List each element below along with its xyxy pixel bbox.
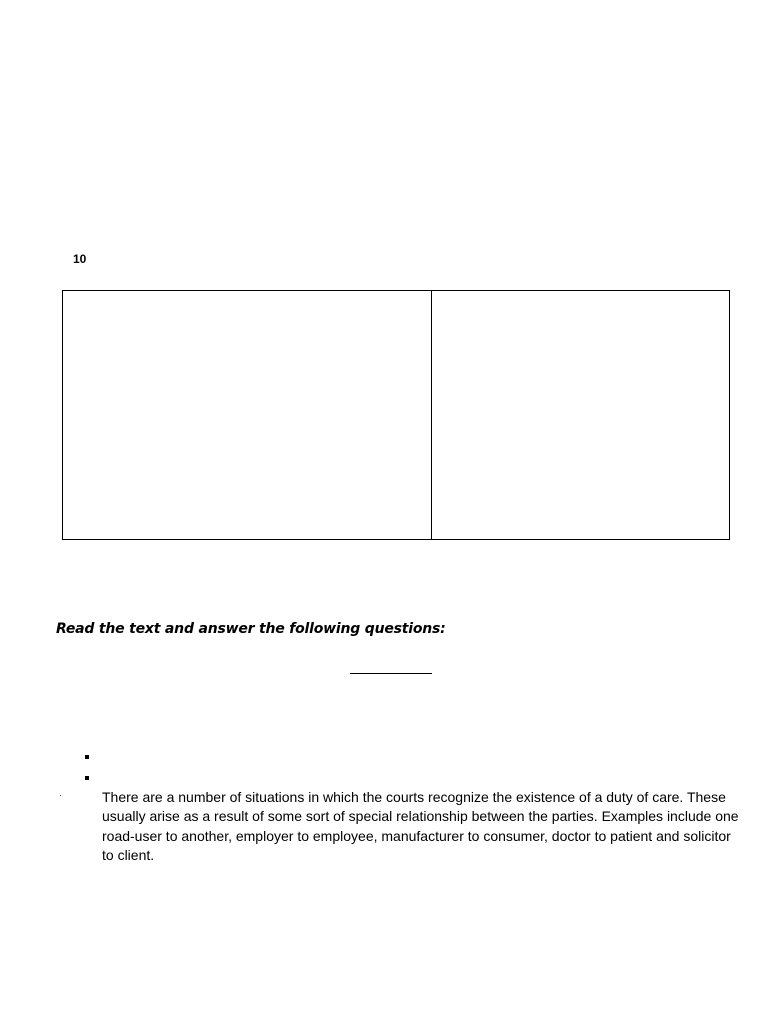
page-number: 10 [73,252,87,266]
bullet-marker [85,776,89,780]
table-cell-left[interactable] [63,291,432,539]
table-cell-right[interactable] [432,291,729,539]
passage-text: There are a number of situations in which the courts recognize the existence of a duty of care. These usually arise as a result of some sort of special relationship between the parties. Examples include one road-user to another, employer to employee, manufacturer to consumer, doctor to patient and solicitor to client. [102,789,739,863]
instruction-heading: Read the text and answer the following questions: [56,621,446,637]
stray-mark [60,795,61,796]
bullet-marker [85,755,89,759]
answer-table [62,290,730,540]
title-blank-line [350,673,432,674]
